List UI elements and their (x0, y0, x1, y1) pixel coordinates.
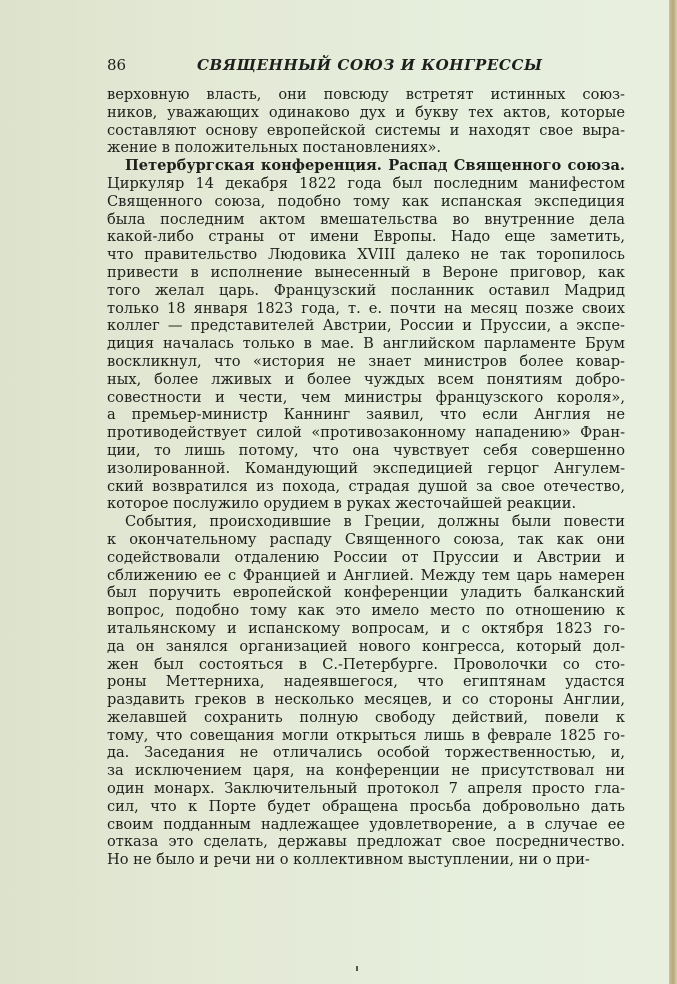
text-line: итальянскому и испанскому вопросам, и с октября 1823 го- (107, 619, 625, 637)
text-line: какой-либо страны от имени Европы. Надо еще заметить, (107, 228, 625, 246)
text-line: Священного союза, подобно тому как испанская экспедиция (107, 192, 625, 210)
text-line: да он занялся организацией нового конгресса, который дол- (107, 637, 625, 655)
text-line: тому, что совещания могли открыться лишь в феврале 1825 го- (107, 726, 625, 744)
text-line: События, происходившие в Греции, должны были повести (125, 513, 625, 531)
text-line: сил, что к Порте будет обращена просьба добровольно дать (107, 797, 625, 815)
text-line: вопрос, подобно тому как это имело место по отношению к (107, 602, 625, 620)
page-header (107, 56, 625, 78)
page-body-text (107, 86, 625, 869)
text-line: отказа это сделать, державы предложат свое посредничество. (107, 833, 625, 851)
section-heading-line: Петербургская конференция. Распад Священного союза. (125, 157, 625, 175)
text-line: коллег — представителей Австрии, России и Пруссии, а экспе- (107, 317, 625, 335)
text-line: изолированной. Командующий экспедицией герцог Ангулем- (107, 459, 625, 477)
text-line: того желал царь. Французский посланник оставил Мадрид (107, 281, 625, 299)
text-line: только 18 января 1823 года, т. е. почти на месяц позже своих (107, 299, 625, 317)
text-line: противодействует силой «противозаконному нападению» Фран- (107, 424, 625, 442)
text-line: один монарх. Заключительный протокол 7 апреля просто гла- (107, 780, 625, 798)
text-line: ции, то лишь потому, что она чувствует себя совершенно (107, 441, 625, 459)
text-line: привести в исполнение вынесенный в Вероне приговор, как (107, 263, 625, 281)
text-line: а премьер-министр Каннинг заявил, что если Англия не (107, 406, 625, 424)
page-number: 86 (107, 56, 127, 74)
text-line: ников, уважающих одинаково дух и букву тех актов, которые (107, 103, 625, 121)
book-page-edge (669, 0, 677, 984)
text-line: совестности и чести, чем министры французского короля», (107, 388, 625, 406)
text-line: была последним актом вмешательства во внутренние дела (107, 210, 625, 228)
text-line: да. Заседания не отличались особой торжественностью, и, (107, 744, 625, 762)
running-title: СВЯЩЕННЫЙ СОЮЗ И КОНГРЕССЫ (197, 56, 543, 74)
text-line: ных, более лживых и более чуждых всем понятиям добро- (107, 370, 625, 388)
text-line: желавшей сохранить полную свободу действий, повели к (107, 708, 625, 726)
text-line: раздавить греков в несколько месяцев, и со стороны Англии, (107, 691, 625, 709)
text-line: своим подданным надлежащее удовлетворение, а в случае ее (107, 815, 625, 833)
text-line: ский возвратился из похода, страдая душой за свое отечество, (107, 477, 625, 495)
text-line: сближению ее с Францией и Англией. Между тем царь намерен (107, 566, 625, 584)
text-line: что правительство Людовика XVIII далеко не так торопилось (107, 246, 625, 264)
text-line: был поручить европейской конференции уладить балканский (107, 584, 625, 602)
text-line: жен был состояться в С.-Петербурге. Проволочки со сто- (107, 655, 625, 673)
text-line: которое послужило орудием в руках жесточайшей реакции. (107, 495, 577, 513)
text-line: Но не было и речи ни о коллективном выступлении, ни о при- (107, 851, 590, 869)
text-line: к окончательному распаду Священного союза, так как они (107, 530, 625, 548)
text-line: верховную власть, они повсюду встретят истинных союз- (107, 86, 625, 103)
text-line: содействовали отдалению России от Пруссии и Австрии и (107, 548, 625, 566)
text-line: Циркуляр 14 декабря 1822 года был последним манифестом (107, 174, 625, 192)
text-line: жение в положительных постановлениях». (107, 139, 442, 157)
text-line: за исключением царя, на конференции не присутствовал ни (107, 762, 625, 780)
print-speck (356, 966, 358, 971)
text-line: составляют основу европейской системы и находят свое выра- (107, 121, 625, 139)
text-line: роны Меттерниха, надеявшегося, что египтянам удастся (107, 673, 625, 691)
text-line: воскликнул, что «история не знает министров более ковар- (107, 352, 625, 370)
text-line: диция началась только в мае. В английском парламенте Брум (107, 335, 625, 353)
